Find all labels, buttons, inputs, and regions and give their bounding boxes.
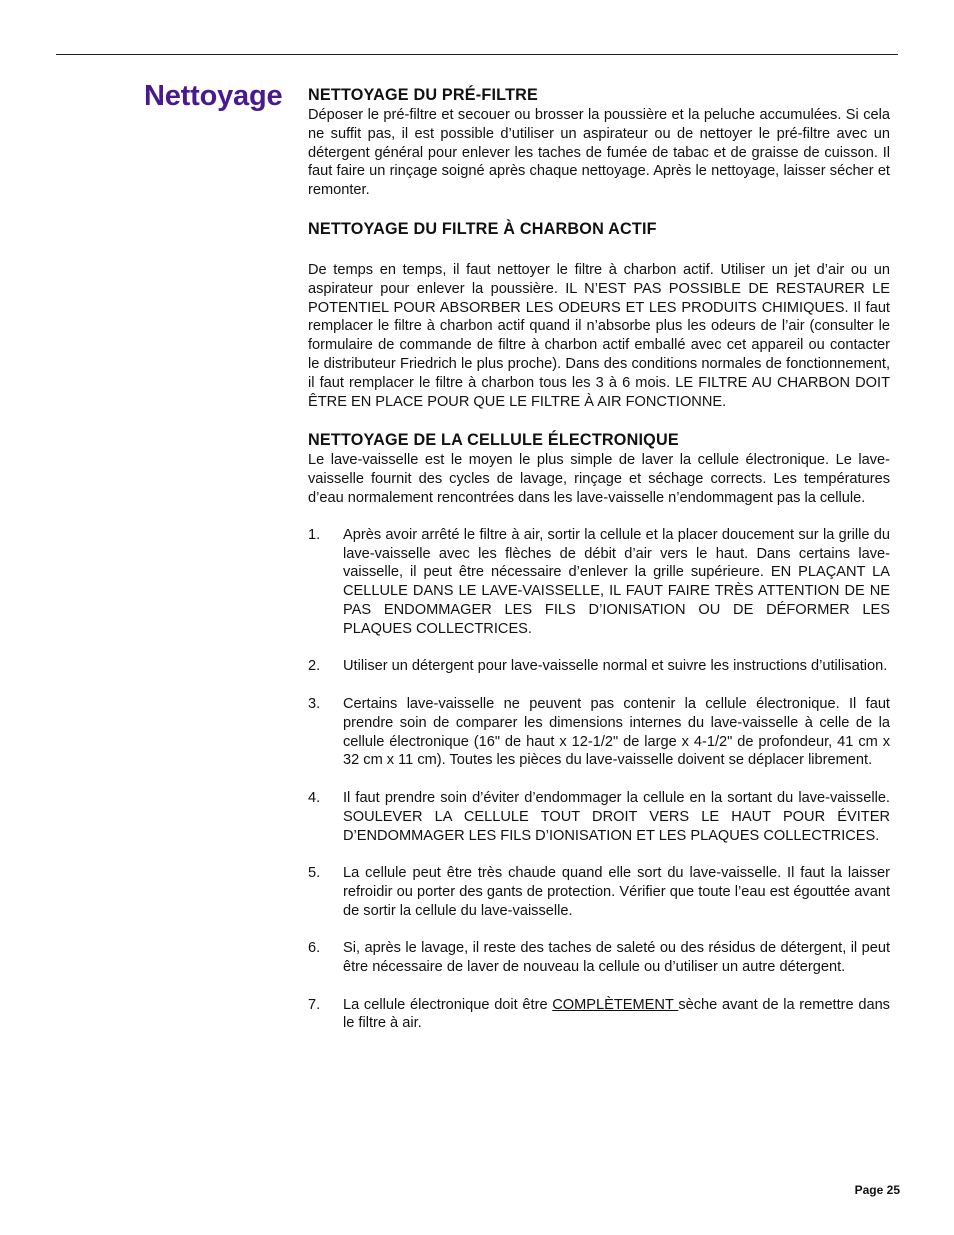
cleaning-steps-list	[308, 526, 890, 1034]
step-number: 7.	[308, 996, 321, 1013]
step-text: Après avoir arrêté le filtre à air, sortir la cellule et la placer doucement sur la grille du lave-vaisselle avec les flèches de débit d’air vers le haut. Dans certains lave-vaisselle, il peut être nécessaire d’enlever la grille supérieure. EN PLAÇANT LA CELLULE DANS LE LAVE-VAISSELLE, IL FAUT FAIRE TRÈS ATTENTION DE NE PAS ENDOMMAGER LES FILS D’IONISATION OU DE DÉFORMER LES PLAQUES COLLECTRICES.	[343, 526, 890, 637]
section-heading: NETTOYAGE DU PRÉ-FILTRE	[308, 86, 539, 104]
section-charcoal-filter	[308, 220, 890, 411]
step-number: 1.	[308, 526, 321, 543]
list-item	[308, 939, 890, 977]
step-text: La cellule peut être très chaude quand elle sort du lave-vaisselle. Il faut la laisser refroidir ou porter des gants de protection. Vérifier que toute l’eau est égouttée avant de sortir la cellule du lave-vaisselle.	[343, 865, 890, 919]
list-item	[308, 789, 890, 845]
section-body: De temps en temps, il faut nettoyer le filtre à charbon actif. Utiliser un jet d’air ou un aspirateur pour enlever la poussière. IL N’EST PAS POSSIBLE DE RESTAURER LE POTENTIEL POUR ABSORBER LES ODEURS ET LES PRODUITS CHIMIQUES. Il faut remplacer le filtre à charbon actif quand il n’absorbe plus les odeurs de l’air (consulter le formulaire de commande de filtre à charbon actif emballé avec cet appareil ou contacter le distributeur Friedrich le plus proche). Dans des conditions normales de fonctionnement, il faut remplacer le filtre à charbon tous les 3 à 6 mois. LE FILTRE AU CHARBON DOIT ÊTRE EN PLACE POUR QUE LE FILTRE À AIR FONCTIONNE.	[308, 261, 890, 410]
emphasis-underlined: COMPLÈTEMENT	[552, 996, 679, 1013]
section-prefilter	[308, 86, 890, 200]
step-number: 5.	[308, 865, 321, 882]
top-rule	[56, 54, 898, 55]
section-heading: NETTOYAGE DE LA CELLULE ÉLECTRONIQUE	[308, 431, 679, 450]
step-text: Utiliser un détergent pour lave-vaisselle normal et suivre les instructions d’utilisation.	[343, 658, 888, 675]
step-number: 3.	[308, 695, 321, 712]
page-title: Nettoyage	[144, 80, 283, 112]
content	[308, 86, 890, 1052]
page-number: Page 25	[854, 1183, 900, 1197]
step-text-end: sèche avant de la remettre dans le filtre à air.	[343, 996, 890, 1032]
step-number: 2.	[308, 658, 321, 675]
list-item	[308, 996, 890, 1034]
step-number: 4.	[308, 789, 321, 806]
list-item	[308, 526, 890, 639]
list-item	[308, 864, 890, 920]
step-number: 6.	[308, 940, 321, 957]
step-text-start: La cellule électronique doit être	[343, 996, 553, 1013]
step-text: Il faut prendre soin d’éviter d’endommager la cellule en la sortant du lave-vaisselle. SOULEVER LA CELLULE TOUT DROIT VERS LE HAUT POUR ÉVITER D’ENDOMMAGER LES FILS D’IONISATION ET LES PLAQUES COLLECTRICES.	[343, 789, 890, 844]
section-body: Le lave-vaisselle est le moyen le plus simple de laver la cellule électronique. Le lave-vaisselle fournit des cycles de lavage, rinçage et séchage corrects. Les températures d’eau normalement rencontrées dans les lave-vaisselle n’endommagent pas la cellule.	[308, 452, 890, 506]
section-body: Déposer le pré-filtre et secouer ou brosser la poussière et la peluche accumulées. Si cela ne suffit pas, il est possible d’utiliser un aspirateur ou de nettoyer le pré-filtre avec un détergent général pour enlever les taches de fumée de tabac et de graisse de cuisson. Il faut faire un rinçage soigné après chaque nettoyage. Après le nettoyage, laisser sécher et remonter.	[308, 107, 890, 199]
section-electronic-cell	[308, 431, 890, 1033]
list-item	[308, 695, 890, 770]
step-text: Si, après le lavage, il reste des taches de saleté ou des résidus de détergent, il peut être nécessaire de laver de nouveau la cellule ou d’utiliser un autre détergent.	[343, 940, 890, 976]
section-heading: NETTOYAGE DU FILTRE À CHARBON ACTIF	[308, 219, 657, 238]
step-text: Certains lave-vaisselle ne peuvent pas contenir la cellule électronique. Il faut prendre soin de comparer les dimensions internes du lave-vaisselle à celle de la cellule électronique (16" de haut x 12-1/2" de large x 4-1/2" de profondeur, 41 cm x 32 cm x 11 cm). Toutes les pièces du lave-vaisselle doivent se déplacer librement.	[343, 695, 890, 769]
step-text	[343, 996, 890, 1034]
list-item	[308, 657, 890, 676]
